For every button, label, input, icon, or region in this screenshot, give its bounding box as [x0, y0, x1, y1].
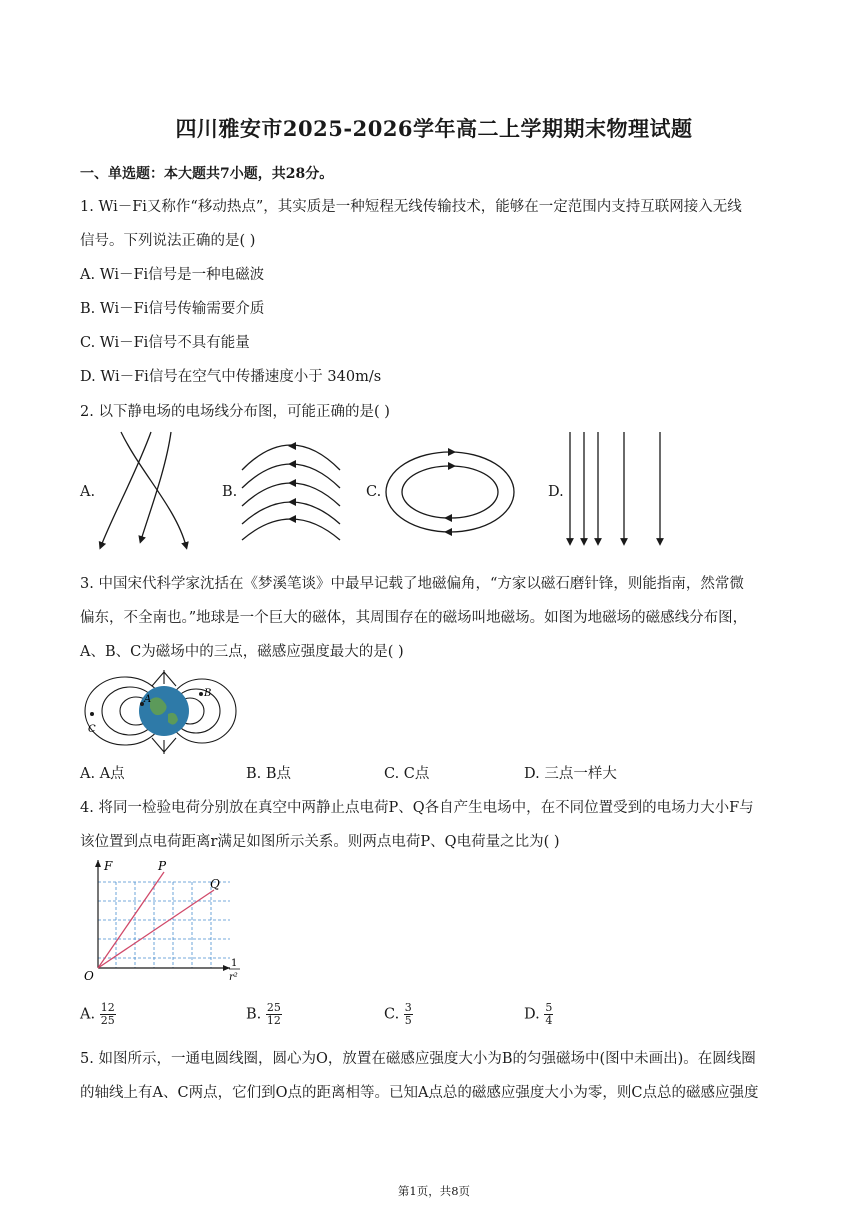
q3-earth-field-figure [80, 664, 240, 756]
q2-label-b: B. [222, 484, 238, 500]
q5-stem-line1: 5. 如图所示，一通电圆线圈，圆心为O，放置在磁感应强度大小为B的匀强磁场中(图中未画出)。在圆线圈 [80, 1051, 756, 1067]
page-title: 四川雅安市2025-2026学年高二上学期期末物理试题 [175, 116, 693, 141]
q3-option-d: D. 三点一样大 [524, 766, 617, 782]
q2-figure-b [236, 430, 346, 545]
section-heading: 一、单选题：本大题共7小题，共28分。 [80, 166, 334, 182]
line-q [98, 890, 214, 968]
q2-figure-d [562, 430, 672, 552]
q4-option-d: D. $\frac{5}{4}$ [524, 1001, 553, 1027]
q2-label-a: A. [80, 484, 96, 500]
x-axis-label-num: 1 [231, 958, 238, 969]
q1-option-c: C. Wi－Fi信号不具有能量 [80, 335, 250, 351]
q3-option-a: A. A点 [80, 766, 125, 782]
q5-stem-line2: 的轴线上有A、C两点，它们到O点的距离相等。已知A点总的磁感应强度大小为零，则C点总的磁感应强度 [80, 1085, 759, 1101]
point-b-label: B [204, 688, 212, 699]
page-footer: 第1页，共8页 [397, 1184, 471, 1198]
x-axis-label-den: r² [229, 972, 238, 983]
q2-figure-c [382, 448, 518, 538]
q1-option-a: A. Wi－Fi信号是一种电磁波 [80, 267, 265, 283]
q3-stem-line1: 3. 中国宋代科学家沈括在《梦溪笔谈》中最早记载了地磁偏角，“方家以磁石磨针锋，则能指南，然常微 [80, 576, 744, 592]
point-c-label: C [88, 724, 96, 735]
q1-option-d: D. Wi－Fi信号在空气中传播速度小于 340m/s [80, 369, 382, 385]
q2-label-d: D. [548, 484, 564, 500]
q4-option-a: A. $\frac{12}{25}$ [80, 1001, 115, 1027]
origin-label: O [84, 969, 94, 983]
q4-stem-line2: 该位置到点电荷距离r满足如图所示关系。则两点电荷P、Q电荷量之比为( ) [80, 834, 560, 850]
q3-option-c: C. C点 [384, 766, 430, 782]
q2-stem: 2. 以下静电场的电场线分布图，可能正确的是( ) [80, 404, 390, 420]
q4-f-vs-inverse-r2-graph [80, 854, 250, 990]
line-p-label: P [158, 859, 167, 873]
y-axis-label: F [104, 859, 113, 873]
q1-stem-line1: 1. Wi－Fi又称作“移动热点”，其实质是一种短程无线传输技术，能够在一定范围内支持互联网接入无线 [80, 199, 742, 215]
line-q-label: Q [210, 877, 220, 891]
point-a-label: A [144, 694, 152, 705]
q1-option-b: B. Wi－Fi信号传输需要介质 [80, 301, 265, 317]
q3-stem-line3: A、B、C为磁场中的三点，磁感应强度最大的是( ) [80, 644, 404, 660]
q4-option-b: B. $\frac{25}{12}$ [246, 1001, 281, 1027]
q2-label-c: C. [366, 484, 382, 500]
q4-option-c: C. $\frac{3}{5}$ [384, 1001, 412, 1027]
q3-stem-line2: 偏东，不全南也。”地球是一个巨大的磁体，其周围存在的磁场叫地磁场。如图为地磁场的磁感线分布图， [80, 610, 748, 626]
q4-stem-line1: 4. 将同一检验电荷分别放在真空中两静止点电荷P、Q各自产生电场中，在不同位置受到的电场力大小F与 [80, 800, 754, 816]
q1-stem-line2: 信号。下列说法正确的是( ) [80, 233, 256, 249]
q3-option-b: B. B点 [246, 766, 292, 782]
q2-figure-a [96, 428, 206, 553]
